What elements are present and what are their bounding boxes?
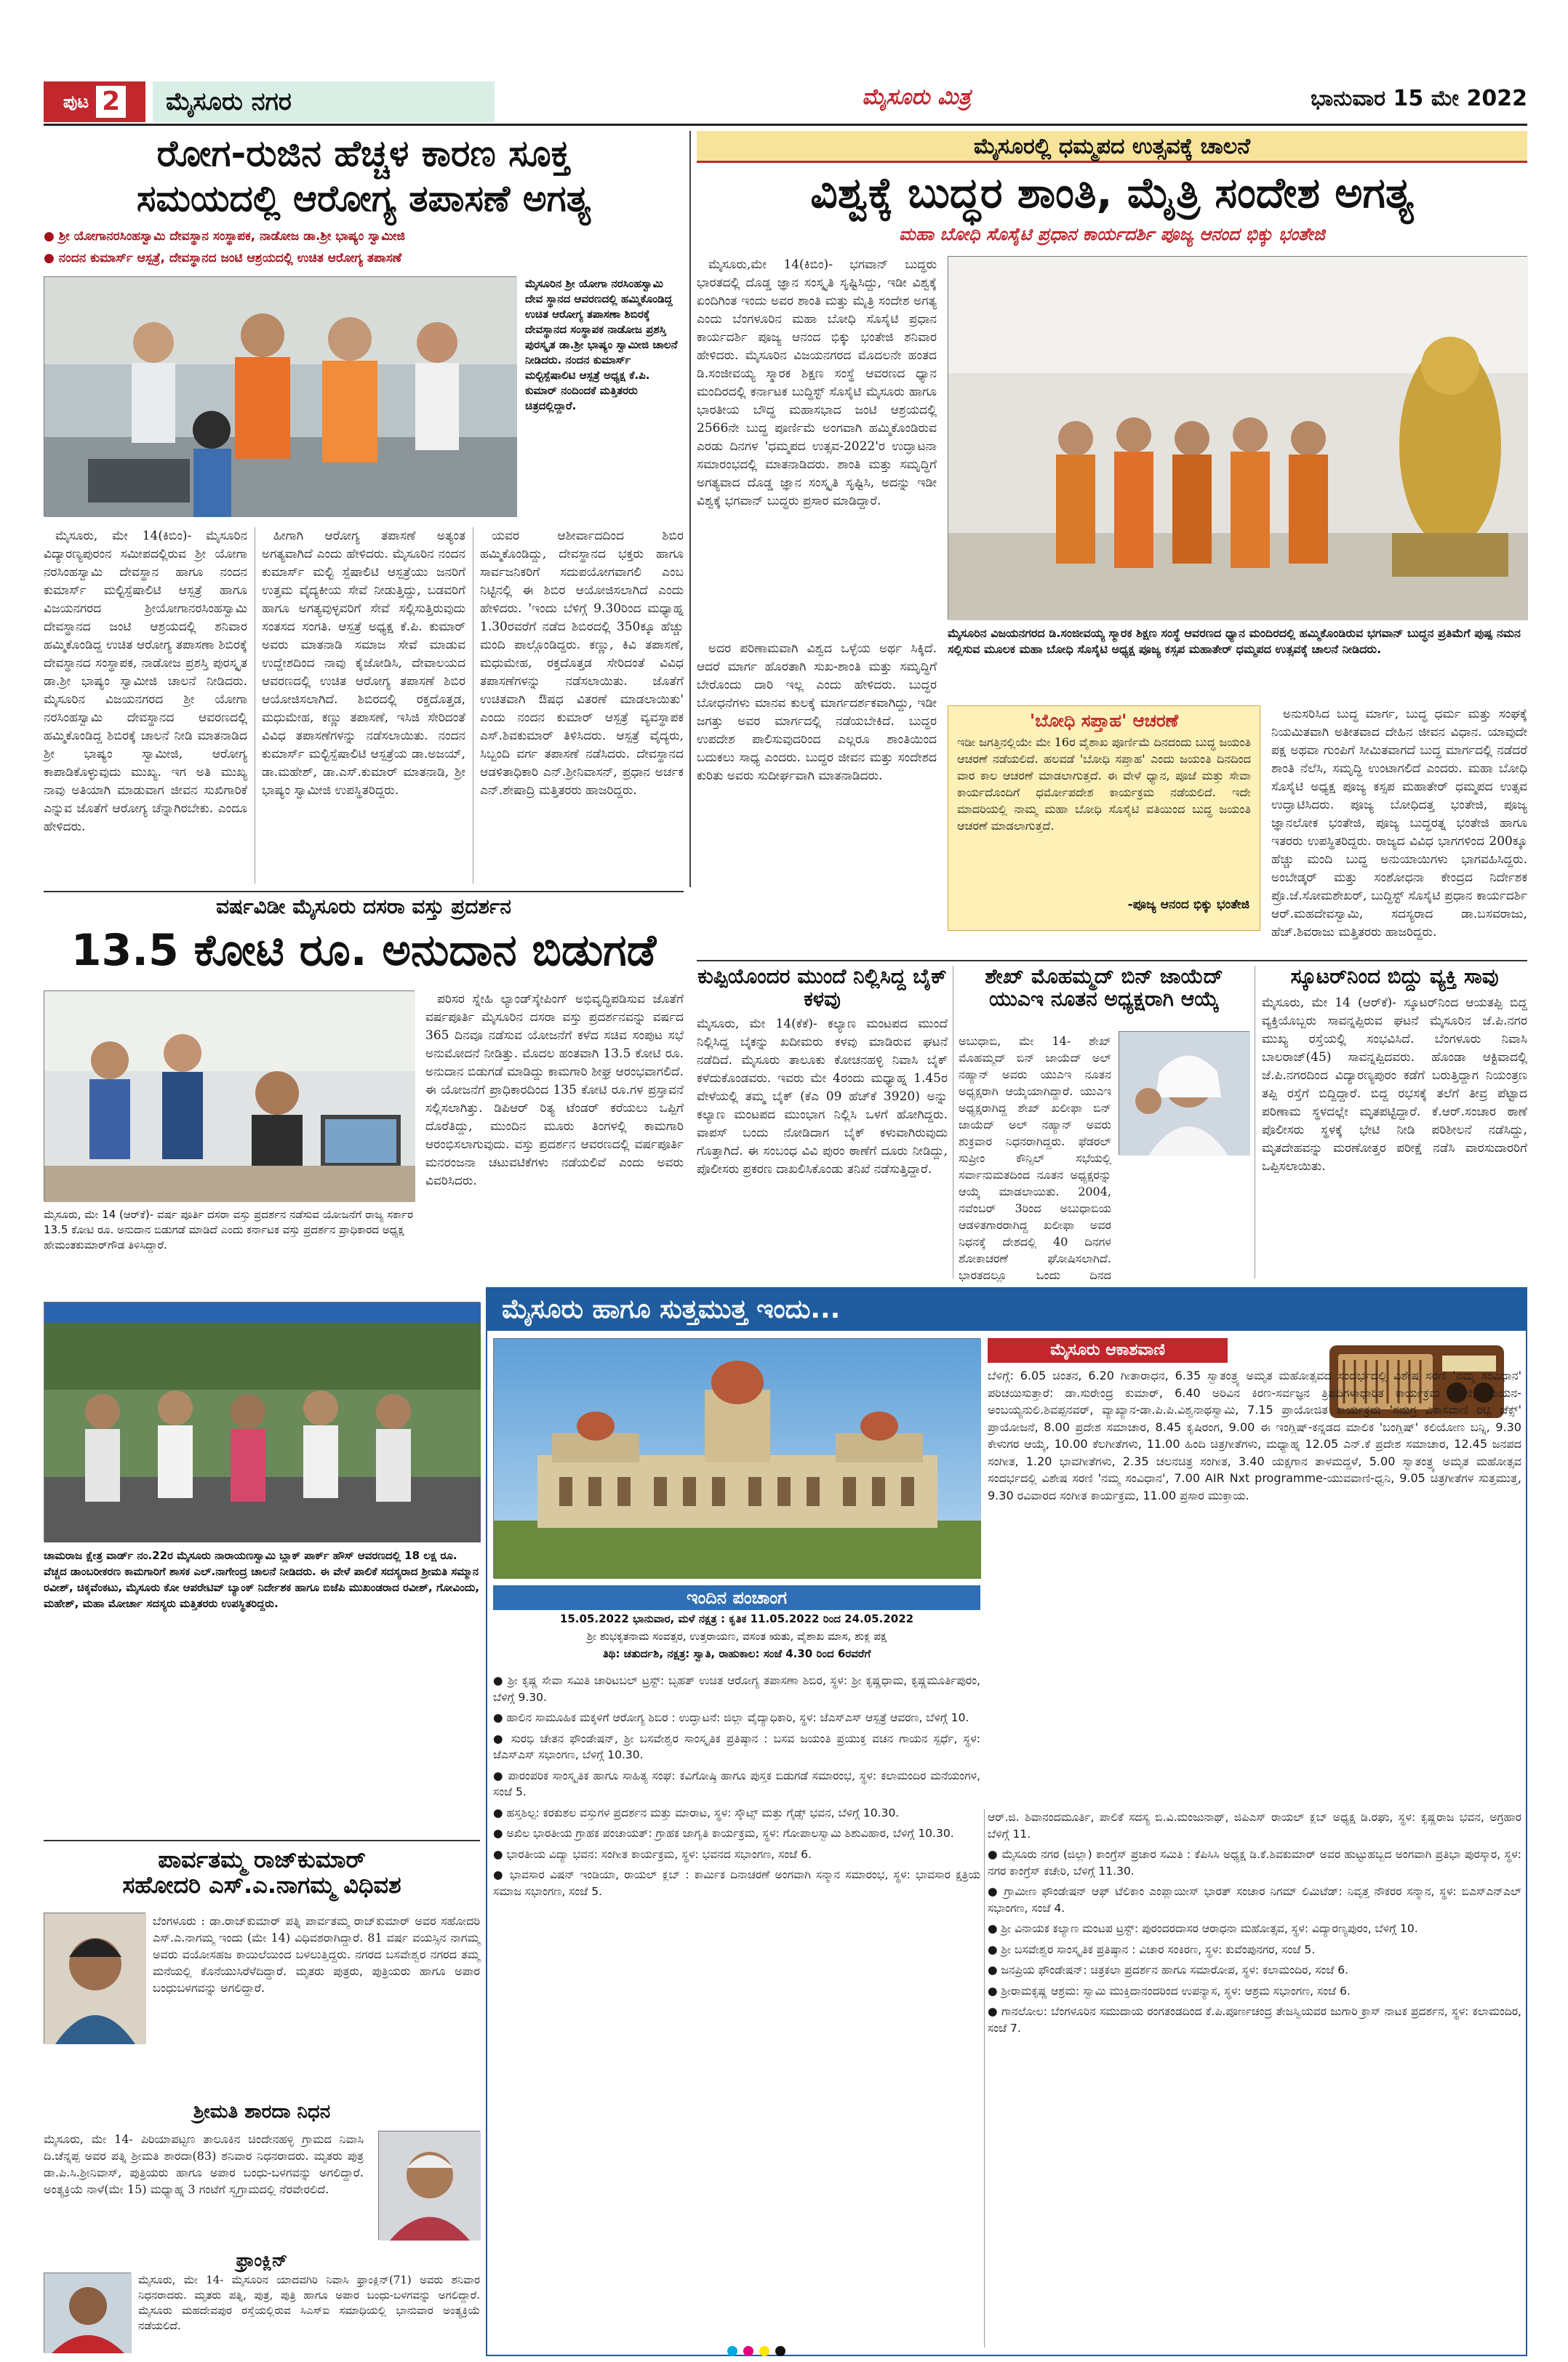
health-col-1 [44, 527, 247, 884]
health-col-3-text: ಯವರ ಆಶೀರ್ವಾದದಿಂದ ಶಿಬಿರ ಹಮ್ಮಿಕೊಂಡಿದ್ದು, ದೇವಸ್ಥಾನದ ಭಕ್ತರು ಹಾಗೂ ಸಾರ್ವಜನಿಕರಿಗೆ ಸದುಪಯೋಗವಾಗಲಿ ಎಂಬ ನಿಟ್ಟಿನಲ್ಲಿ ಈ ಶಿಬಿರ ಆಯೋಜಿಸಲಾಗಿದೆ ಎಂದು ಹೇಳಿದರು. 'ಇಂದು ಬೆಳಿಗ್ಗೆ 9.30ರಿಂದ ಮಧ್ಯಾಹ್ನ 1.30ರವರೆಗೆ ನಡೆದ ಶಿಬಿರದಲ್ಲಿ 350ಕ್ಕೂ ಹೆಚ್ಚು ಮಂದಿ ಪಾಲ್ಗೊಂಡಿದ್ದರು. ಕಣ್ಣು, ಕಿವಿ ತಪಾಸಣೆ, ಮಧುಮೇಹ, ರಕ್ತದೊತ್ತಡ ಸೇರಿದಂತೆ ವಿವಿಧ ತಪಾಸಣೆಗಳನ್ನು ನಡೆಸಲಾಯಿತು. ಜೊತೆಗೆ ಉಚಿತವಾಗಿ ಔಷಧ ವಿತರಣೆ ಮಾಡಲಾಯಿತು' ಎಂದು ನಂದನ ಕುಮಾರ್ ಆಸ್ಪತ್ರೆ ವ್ಯವಸ್ಥಾಪಕ ಎಸ್.ಶಿವಕುಮಾರ್ ತಿಳಿಸಿದರು. ಆಸ್ಪತ್ರೆ ವೈದ್ಯರು, ಸಿಬ್ಬಂದಿ ವರ್ಗ ತಪಾಸಣೆ ನಡೆಸಿದರು. ದೇವಸ್ಥಾನದ ಆಡಳಿತಾಧಿಕಾರಿ ಎನ್.ಶ್ರೀನಿವಾಸನ್, ಪ್ರಧಾನ ಅರ್ಚಕ ಎನ್.ಶೇಷಾದ್ರಿ ಮತ್ತಿತರರು ಹಾಜರಿದ್ದರು. [480, 529, 684, 798]
dasara-headline: 13.5 ಕೋಟಿ ರೂ. ಅನುದಾನ ಬಿಡುಗಡೆ [71, 925, 657, 976]
buddha-kicker: ಮೈಸೂರಲ್ಲಿ ಧಮ್ಮಪದ ಉತ್ಸವಕ್ಕೆ ಚಾಲನೆ [973, 134, 1251, 159]
mysore-palace-image [494, 1339, 981, 1579]
event-item: ● ಪಾರಂಪರಿಕ ಸಾಂಸ್ಕೃತಿಕ ಹಾಗೂ ಸಾಹಿತ್ಯ ಸಂಘ: ಕವಿಗೋಷ್ಠಿ ಹಾಗೂ ಪುಸ್ತಕ ಬಿಡುಗಡೆ ಸಮಾರಂಭ, ಸ್ಥಳ: ಕಲಾಮಂದಿರ ಮನೆಯಂಗಳ, ಸಂಜೆ 5. [493, 1769, 980, 1798]
event-item: ● ಭಾವಸಾರ ವಿಷನ್ ಇಂಡಿಯಾ, ರಾಯಲ್ ಕ್ಲಬ್ : ಕಾರ್ಮಿಕ ದಿನಾಚರಣೆ ಅಂಗವಾಗಿ ಸನ್ಮಾನ ಸಮಾರಂಭ, ಸ್ಥಳ: ಭಾವಸಾರ ಕ್ಷತ್ರಿಯ ಸಮಾಜ ಸಭಾಂಗಣ, ಸಂಜೆ 5. [493, 1868, 980, 1898]
today-banner [487, 1289, 1526, 1331]
buddha-subhead: ಮಹಾ ಬೋಧಿ ಸೊಸೈಟಿ ಪ್ರಧಾನ ಕಾರ್ಯದರ್ಶಿ ಪೂಜ್ಯ ಆನಂದ ಭಿಕ್ಕು ಭಂತೇಜಿ [899, 224, 1325, 244]
scooter-story [1262, 966, 1527, 1278]
today-panel [486, 1287, 1527, 2356]
dasara-kicker: ವರ್ಷವಿಡೀ ಮೈಸೂರು ದಸರಾ ವಸ್ತು ಪ್ರದರ್ಶನ [216, 894, 511, 918]
event-item: ● ಮೈಸೂರು ನಗರ (ಜಿಲ್ಲಾ) ಕಾಂಗ್ರೆಸ್ ಪ್ರಚಾರ ಸಮಿತಿ : ಕೆಪಿಸಿಸಿ ಅಧ್ಯಕ್ಷ ಡಿ.ಕೆ.ಶಿವಕುಮಾರ್ ಅವರ ಹುಟ್ಟುಹಬ್ಬದ ಅಂಗವಾಗಿ ಪ್ರತಿಭಾ ಪುರಸ್ಕಾರ, ಸ್ಥಳ: ನಗರ ಕಾಂಗ್ರೆಸ್ ಕಚೇರಿ, ಬೆಳಿಗ್ಗೆ 11.30. [988, 1848, 1521, 1878]
event-item: ● ಗಾನಲೋಲ: ಬೆಂಗಳೂರಿನ ಸಮುದಾಯ ರಂಗತಂಡದಿಂದ ಕೆ.ಪಿ.ಪೂರ್ಣಚಂದ್ರ ತೇಜಸ್ವಿಯವರ ಜುಗಾರಿ ಕ್ರಾಸ್ ನಾಟಕ ಪ್ರದರ್ಶನ, ಸ್ಥಳ: ಕಲಾಮಂದಿರ, ಸಂಜೆ 7. [988, 2005, 1521, 2035]
obituary-franklin [44, 2251, 480, 2353]
roadwork-photo-image [44, 1302, 481, 1542]
health-photo-caption: ಮೈಸೂರಿನ ಶ್ರೀ ಯೋಗಾ ನರಸಿಂಹಸ್ವಾಮಿ ದೇವ ಸ್ಥಾನದ ಆವರಣದಲ್ಲಿ ಹಮ್ಮಿಕೊಂಡಿದ್ದ ಉಚಿತ ಆರೋಗ್ಯ ತಪಾಸಣಾ ಶಿಬಿರಕ್ಕೆ ದೇವಸ್ಥಾನದ ಸಂಸ್ಥಾಪಕ ನಾಡೋಜ ಪ್ರಶಸ್ತಿ ಪುರಸ್ಕೃತ ಡಾ.ಶ್ರೀ ಭಾಷ್ಯಂ ಸ್ವಾಮೀಜಿ ಚಾಲನೆ ನೀಡಿದರು. ನಂದನ ಕುಮಾರ್ಸ್ ಮಲ್ಟಿಸ್ಪೆಷಾಲಿಟಿ ಆಸ್ಪತ್ರೆ ಅಧ್ಯಕ್ಷ ಕೆ.ಪಿ. ಕುಮಾರ್ ನಂದಿಂದಕೆ ಮತ್ತಿತರರು ಚಿತ್ರದಲ್ಲಿದ್ದಾರೆ. [525, 277, 678, 412]
masthead-rule [44, 124, 1527, 126]
buddha-col-2-text: ಅದರ ಪರಿಣಾಮವಾಗಿ ವಿಶ್ವದ ಒಳ್ಳೆಯ ಅರ್ಥ ಸಿಕ್ಕಿದೆ. ಆದರೆ ಮಾರ್ಗ ಹೊರತಾಗಿ ಸುಖ-ಶಾಂತಿ ಮತ್ತು ಸಮೃದ್ಧಿಗೆ ಬೇರೊಂದು ದಾರಿ ಇಲ್ಲ ಎಂದು ಹೇಳಿದರು. ಬುದ್ಧರ ಬೋಧನೆಗಳು ಮಾನವ ಕುಲಕ್ಕೆ ಮಾರ್ಗದರ್ಶಕವಾಗಿದ್ದು, ಇಡೀ ಜಗತ್ತು ಅವರ ಮಾರ್ಗದಲ್ಲಿ ನಡೆಯಬೇಕಿದೆ. ಬುದ್ಧರ ಉಪದೇಶ ಪಾಲಿಸುವುದರಿಂದ ಎಲ್ಲರೂ ಶಾಂತಿಯಿಂದ ಬದುಕಲು ಸಾಧ್ಯ ಎಂದರು. ಬುದ್ಧರ ಜೀವನ ಮತ್ತು ಸಂದೇಶದ ಕುರಿತು ಅವರು ಸುದೀರ್ಘವಾಗಿ ಮಾತನಾಡಿದರು. [697, 641, 937, 783]
buddha-col-1-text: ಮೈಸೂರು,ಮೇ 14(ಕಿಬಿಂ)- ಭಗವಾನ್ ಬುದ್ಧರು ಭಾರತದಲ್ಲಿ ದೊಡ್ಡ ಜ್ಞಾನ ಸಂಸ್ಕೃತಿ ಸೃಷ್ಟಿಸಿದ್ದು, ಇಡೀ ವಿಶ್ವಕ್ಕೆ ಏಂದಿಗಿಂತ ಇಂದು ಅವರ ಶಾಂತಿ ಮತ್ತು ಮೈತ್ರಿ ಸಂದೇಶ ಅಗತ್ಯ ಎಂದು ಬೆಂಗಳೂರಿನ ಮಹಾ ಬೋಧಿ ಸೊಸೈಟಿ ಪ್ರಧಾನ ಕಾರ್ಯದರ್ಶಿ ಪೂಜ್ಯ ಆನಂದ ಭಿಕ್ಕು ಭಂತೇಜಿ ಶನಿವಾರ ಹೇಳಿದರು. ಮೈಸೂರಿನ ವಿಜಯನಗರದ ಮೊದಲನೇ ಹಂತದ ಡಿ.ಸಂಜೀವಯ್ಯ ಸ್ಮಾರಕ ಶಿಕ್ಷಣ ಸಂಸ್ಥೆ ಆವರಣದ ಧ್ಯಾನ ಮಂದಿರದಲ್ಲಿ ಕರ್ನಾಟಕ ಬುದ್ಧಿಸ್ಟ್ ಸೊಸೈಟಿ ಮೈಸೂರು ಹಾಗೂ ಭಾರತೀಯ ಬೌದ್ಧ ಮಹಾಸಭಾದ ಜಂಟಿ ಆಶ್ರಯದಲ್ಲಿ 2566ನೇ ಬುದ್ಧ ಪೂರ್ಣಿಮೆ ಅಂಗವಾಗಿ ಹಮ್ಮಿಕೊಂಡಿರುವ ಎರಡು ದಿನಗಳ 'ಧಮ್ಮಪದ ಉತ್ಸವ-2022'ರ ಉದ್ಘಾಟನಾ ಸಮಾರಂಭದಲ್ಲಿ ಮಾತನಾಡಿದರು. ಶಾಂತಿ ಮತ್ತು ಸಮೃದ್ಧಿಗೆ ಅಗತ್ಯವಾದ ದೊಡ್ಡ ಜ್ಞಾನ ಸಂಸ್ಕೃತಿ ಸೃಷ್ಟಿಸಿ, ಅದನ್ನು ಇಡೀ ವಿಶ್ವಕ್ಕೆ ಭಗವಾನ್ ಬುದ್ಧರು ಪ್ರಸಾರ ಮಾಡಿದ್ದಾರೆ. [697, 257, 937, 508]
health-col-1-text: ಮೈಸೂರು, ಮೇ 14(ಕಿಬಿಂ)- ಮೈಸೂರಿನ ವಿದ್ಯಾರಣ್ಯಪುರಂನ ಸಮೀಪದಲ್ಲಿರುವ ಶ್ರೀ ಯೋಗಾ ನರಸಿಂಹಸ್ವಾಮಿ ದೇವಸ್ಥಾನ ಹಾಗೂ ನಂದನ ಕುಮಾರ್ಸ್ ಮಲ್ಟಿಸ್ಪೆಷಾಲಿಟಿ ಆಸ್ಪತ್ರೆ ಹಾಗೂ ವಿಜಯನಗರದ ಶ್ರೀಯೋಗಾನರಸಿಂಹಸ್ವಾಮಿ ದೇವಸ್ಥಾನದ ಜಂಟಿ ಆಶ್ರಯದಲ್ಲಿ ಶನಿವಾರ ಹಮ್ಮಿಕೊಂಡಿದ್ದ ಉಚಿತ ಆರೋಗ್ಯ ತಪಾಸಣಾ ಶಿಬಿರಕ್ಕೆ ದೇವಸ್ಥಾನದ ಸಂಸ್ಥಾಪಕ, ನಾಡೋಜ ಪ್ರಶಸ್ತಿ ಪುರಸ್ಕೃತ ಡಾ.ಶ್ರೀ ಭಾಷ್ಯಂ ಸ್ವಾಮೀಜಿ ಚಾಲನೆ ನೀಡಿದರು. ಮೈಸೂರಿನ ವಿಜಯನಗರದ ಶ್ರೀ ಯೋಗಾ ನರಸಿಂಹಸ್ವಾಮಿ ದೇವಸ್ಥಾನದ ಆವರಣದಲ್ಲಿ ಹಮ್ಮಿಕೊಂಡಿದ್ದ ಶಿಬಿರಕ್ಕೆ ಚಾಲನೆ ನೀಡಿ ಮಾತನಾಡಿದ ಶ್ರೀ ಭಾಷ್ಯಂ ಸ್ವಾಮೀಜಿ, ಆರೋಗ್ಯ ಕಾಪಾಡಿಕೊಳ್ಳುವುದು ಮುಖ್ಯ. ಇಗ ಅತಿ ಮುಖ್ಯ ನಾವು ಅತಿಯಾಗಿ ಮಾಡುವಾಗ ಜೀವನ ಸುಖಿಗಾರಿಕೆ ಎನ್ನುವ ಜೊತೆಗೆ ಆರೋಗ್ಯ ಚೆನ್ನಾಗಿರಬೇಕು. ಎಂದೂ ಹೇಳಿದರು. [44, 529, 247, 834]
radio-schedule: ಬೆಳಿಗ್ಗೆ: 6.05 ಚಿಂತನ, 6.20 ಗೀತಾರಾಧನ, 6.35 ಸ್ವಾತಂತ್ರ್ಯ ಅಮೃತ ಮಹೋತ್ಸವದ ಸಂದರ್ಭದಲ್ಲಿ ವಿಶೇಷ ಸರಣಿ 'ನಮ್ಮ ಸಂವಿಧಾನ' ಪರಿಚಯಿಸುತ್ತಾರೆ: ಡಾ.ಸುರೇಂದ್ರ ಕುಮಾರ್, 6.40 ಅರಿವಿನ ಕಿರಣ-ಸರ್ವಜ್ಞನ ತ್ರಿಪದಿಗಳಾಧಾರಿತ ಕಾರ್ಯಕ್ರಮ ಸರಣಿ, ಗಾಯನ-ಅಂಬಯ್ಯನುಲಿ.ಶಿವಪ್ಪನವರ್, ವ್ಯಾಖ್ಯಾನ-ಡಾ.ಪಿ.ಪಿ.ವಿಶ್ವನಾಥಸ್ವಾಮಿ, 7.15 ಪ್ರಾಯೋಜಿತ ಕಾರ್ಯಕ್ರಮ 'ಸಮಗ್ರ ವಿಕಾಸವಾಣಿ ರಿಟ್ಟಿ ಚೆಕ್ಸ್' ಪ್ರಾಯೋಜನೆ, 8.00 ಪ್ರದೇಶ ಸಮಾಚಾರ, 8.45 ಕೃಷಿರಂಗ, 9.00 ಈ ಇಂಗ್ಲಿಷ್-ಕನ್ನಡದ ಮಾಲಿಕ 'ಬಂಗ್ಲಿಷ್' ಕಲಿಯೋಣ ಬನ್ನಿ, 9.30 ಕೇಳುಗರ ಆಯ್ಕೆ, 10.00 ಕೆಲಗೀತೆಗಳು, 11.00 ಹಿಂದಿ ಚಿತ್ರಗೀತೆಗಳು, ಮಧ್ಯಾಹ್ನ 12.05 ಎನ್.ಕೆ ಪ್ರದೇಶ ಸಮಾಚಾರ, 12.45 ಜನಪದ ಸಂಗೀತ, 1.20 ಭಾವಗೀತೆಗಳು, 2.35 ಚಲನಚಿತ್ರ ಸಂಗೀತ, 3.40 ಯಕ್ಷಗಾನ ತಾಳಮದ್ದಳೆ, 5.00 ಸ್ವಾತಂತ್ರ್ಯ ಅಮೃತ ಮಹೋತ್ಸವ ಸಂದರ್ಭದಲ್ಲಿ ವಿಶೇಷ ಸರಣಿ 'ನಮ್ಮ ಸಂವಿಧಾನ', 7.00 AIR Nxt programme-ಯುವವಾಣಿ-ಧ್ವನಿ, 9.05 ಚಿತ್ರಗೀತೆಗಳ ಸುತ್ತಮುತ್ತ, 9.30 ರವಿವಾರದ ಸಂಗೀತ ಕಾರ್ಯಕ್ರಮ, 11.00 ಪ್ರಸಾರ ಮುಕ್ತಾಯ. [988, 1369, 1521, 1502]
buddha-story [697, 131, 1527, 956]
palace-photo [493, 1338, 980, 1578]
bodhi-box-text: ಇಡೀ ಜಗತ್ತಿನಲ್ಲಿಯೇ ಮೇ 16ರ ವೈಶಾಖ ಪೂರ್ಣಿಮೆ ದಿನದಂದು ಬುದ್ಧ ಜಯಂತಿ ಆಚರಣೆ ನಡೆಯಲಿದೆ. ಹಲವಡೆ 'ಬೋಧಿ ಸಪ್ತಾಹ' ಎಂದು ಜಯಂತಿ ದಿನದಿಂದ ವಾರ ಕಾಲ ಆಚರಣೆ ಮಾಡಲಾಗುತ್ತದೆ. ಈ ವೇಳೆ ಧ್ಯಾನ, ಪೂಜೆ ಮತ್ತು ಸೇವಾ ಕಾರ್ಯದೊಂದಿಗೆ ಧರ್ಮೋಪದೇಶ ಕಾರ್ಯಕ್ರಮ ನಡೆಯಲಿದೆ. ಇದೇ ಮಾದರಿಯಲ್ಲಿ ನಾಮ್ಮ ಮಹಾ ಬೋಧಿ ಸೊಸೈಟಿ ವತಿಯಿಂದ ಬುದ್ಧ ಜಯಂತಿ ಆಚರಣೆ ಮಾಡಲಾಗುತ್ತದೆ. [957, 735, 1251, 833]
page-label: ಪುಟ [63, 92, 89, 112]
buddha-photo-caption: ಮೈಸೂರಿನ ವಿಜಯನಗರದ ಡಿ.ಸಂಜೀವಯ್ಯ ಸ್ಮಾರಕ ಶಿಕ್ಷಣ ಸಂಸ್ಥೆ ಆವರಣದ ಧ್ಯಾನ ಮಂದಿರದಲ್ಲಿ ಹಮ್ಮಿಕೊಂಡಿರುವ ಭಗವಾನ್ ಬುದ್ಧನ ಪ್ರತಿಮೆಗೆ ಪುಷ್ಪ ನಮನ ಸಲ್ಲಿಸುವ ಮೂಲಕ ಮಹಾ ಬೋಧಿ ಸೊಸೈಟಿ ಅಧ್ಯಕ್ಷ ಪೂಜ್ಯ ಕಸ್ಸಪ ಮಹಾತೇರ್ ಧಮ್ಮಪದ ಉತ್ಸವಕ್ಕೆ ಚಾಲನೆ ನೀಡಿದರು. [948, 626, 1521, 656]
scooter-body: ಮೈಸೂರು, ಮೇ 14 (ಆರ್‌ಕೆ)- ಸ್ಕೂಟರ್‌ನಿಂದ ಆಯತಪ್ಪಿ ಬಿದ್ದ ವ್ಯಕ್ತಿಯೊಬ್ಬರು ಸಾವನ್ನಪ್ಪಿರುವ ಘಟನೆ ಮೈಸೂರಿನ ಜೆ.ಪಿ.ನಗರ ಮುಖ್ಯ ರಸ್ತೆಯಲ್ಲಿ ಸಂಭವಿಸಿದೆ. ಬೆಂಗಳೂರು ನಿವಾಸಿ ಬಾಲರಾಜ್(45) ಸಾವನ್ನಪ್ಪಿದವರು. ಹೊಂಡಾ ಆಕ್ಟಿವಾದಲ್ಲಿ ಜೆ.ಪಿ.ನಗರದಿಂದ ವಿದ್ಯಾರಣ್ಯಪುರಂ ಕಡೆಗೆ ಬರುತ್ತಿದ್ದಾಗ ನಿಯಂತ್ರಣ ತಪ್ಪಿ ರಸ್ತೆಗೆ ಬಿದ್ದಿದ್ದಾರೆ. ಬಿದ್ದ ರಭಸಕ್ಕೆ ತಲೆಗೆ ತೀವ್ರ ಪೆಟ್ಟಾದ ಪರಿಣಾಮ ಸ್ಥಳದಲ್ಲೇ ಮೃತಪಟ್ಟಿದ್ದಾರೆ. ಕೆ.ಆರ್.ಸಂಚಾರ ಠಾಣೆ ಪೊಲೀಸರು ಸ್ಥಳಕ್ಕೆ ಭೇಟಿ ನೀಡಿ ಪರಿಶೀಲನೆ ನಡೆಸಿದ್ದು, ಮೃತದೇಹವನ್ನು ಮರಣೋತ್ತರ ಪರೀಕ್ಷೆ ನಡೆಸಿ ವಾರಸುದಾರರಿಗೆ ಒಪ್ಪಿಸಲಾಯಿತು. [1262, 995, 1527, 1174]
buddha-kicker-bar [697, 131, 1527, 163]
panchanga-line-2: ಶ್ರೀ ಶುಭಕೃತನಾಮ ಸಂವತ್ಸರ, ಉತ್ತರಾಯಣ, ವಸಂತ ಋತು, ವೈಶಾಖ ಮಾಸ, ಶುಕ್ಲ ಪಕ್ಷ [586, 1630, 887, 1643]
event-item: ಆರ್.ಜಿ. ಶಿವಾನಂದಮೂರ್ತಿ, ಪಾಲಿಕೆ ಸದಸ್ಯ ಬಿ.ವಿ.ಮಂಜುನಾಥ್, ಜಿಪಿಎಸ್ ರಾಯಲ್ ಕ್ಲಬ್ ಅಧ್ಯಕ್ಷ ಡಿ.ರಘು, ಸ್ಥಳ: ಕೃಷ್ಣರಾಜ ಭವನ, ಅಗ್ರಹಾರ ಬೆಳಿಗ್ಗೆ 11. [988, 1811, 1521, 1841]
event-item: ● ಭಾರತೀಯ ವಿದ್ಯಾ ಭವನ: ಸಂಗೀತ ಕಾರ್ಯಕ್ರಮ, ಸ್ಥಳ: ಭವನದ ಸಭಾಂಗಣ, ಸಂಜೆ 6. [493, 1847, 812, 1861]
health-bullet-2: ● ನಂದನ ಕುಮಾರ್ಸ್ ಆಸ್ಪತ್ರೆ, ದೇವಸ್ಥಾನದ ಜಂಟಿ ಆಶ್ರಯದಲ್ಲಿ ಉಚಿತ ಆರೋಗ್ಯ ತಪಾಸಣೆ [44, 251, 402, 265]
obit-nagamma-headline-1: ಪಾರ್ವತಮ್ಮ ರಾಜ್‌ಕುಮಾರ್ [158, 1846, 366, 1873]
section-label: ಮೈಸೂರು ನಗರ [153, 81, 495, 122]
radio-title: ಮೈಸೂರು ಆಕಾಶವಾಣಿ [1050, 1341, 1165, 1359]
bike-headline: ಕುಪ್ಪಿಯೊಂದರ ಮುಂದೆ ನಿಲ್ಲಿಸಿದ್ದ ಬೈಕ್ ಕಳವು [697, 964, 947, 1011]
obit-sharada-portrait [378, 2131, 480, 2240]
event-item: ● ಗ್ರಾಮೀಣ ಫೌಂಡೇಷನ್ ಆಫ್ ಟೆಲಿಕಾಂ ಎಂಪ್ಲಾಯೀಸ್ ಭಾರತ್ ಸಂಚಾರ ನಿಗಮ್ ಲಿಮಿಟೆಡ್: ನಿವೃತ್ತ ನೌಕರರ ಸನ್ಮಾನ, ಸ್ಥಳ: ಬಿಎಸ್‌ಎನ್‌ಎಲ್ ಸಭಾಂಗಣ, ಸಂಜೆ 4. [988, 1885, 1521, 1915]
buddha-col-3-text: ಅನುಸರಿಸಿದ ಬುದ್ಧ ಮಾರ್ಗ, ಬುದ್ಧ ಧರ್ಮ ಮತ್ತು ಸಂಘಕ್ಕೆ ನಿಯಮಿತವಾಗಿ ಅತೀತವಾದ ದೇಹಿನ ಜೀವನ ವಿಧಾನ. ಯಾವುದೇ ಪಕ್ಷ ಅಥವಾ ಗುಂಪಿಗೆ ಸೀಮಿತವಾಗದೆ ಬುದ್ಧ ಮಾರ್ಗದಲ್ಲಿ ನಡೆದರೆ ಶಾಂತಿ ನೆಲೆಸಿ, ಸಮೃದ್ಧಿ ಉಂಟಾಗಲಿದೆ ಎಂದರು. ಮಹಾ ಬೋಧಿ ಸೊಸೈಟಿ ಅಧ್ಯಕ್ಷ ಪೂಜ್ಯ ಕಸ್ಸಪ ಮಹಾತೇರ್ ಧಮ್ಮಪದ ಉತ್ಸವ ಉದ್ಘಾಟಿಸಿದರು. ಪೂಜ್ಯ ಬೋಧಿದತ್ತ ಭಂತೇಜಿ, ಪೂಜ್ಯ ಜ್ಞಾನಲೋಕ ಭಂತೇಜಿ, ಪೂಜ್ಯ ಬುದ್ಧರತ್ನ ಭಂತೇಜಿ ಹಾಗೂ ಇತರರು ಉಪಸ್ಥಿತರಿದ್ದರು. ರಾಜ್ಯದ ವಿವಿಧ ಭಾಗಗಳಿಂದ 200ಕ್ಕೂ ಹೆಚ್ಚು ಮಂದಿ ಬುದ್ಧ ಅನುಯಾಯಿಗಳು ಭಾಗವಹಿಸಿದ್ದರು. ಅಂಬೇಡ್ಕರ್ ಮತ್ತು ಸಂಶೋಧನಾ ಕೇಂದ್ರದ ನಿರ್ದೇಶಕ ಪ್ರೊ.ಜೆ.ಸೋಮಶೇಖರ್, ಬುದ್ಧಿಸ್ಟ್ ಸೊಸೈಟಿ ಪ್ರಧಾನ ಕಾರ್ಯದರ್ಶಿ ಆರ್.ಮಹದೇವಸ್ವಾಮಿ, ಸದಸ್ಯರಾದ ಡಾ.ಬಸವರಾಜು, ಹೆಚ್.ಶಿವರಾಜು ಮತ್ತಿತರರು ಹಾಜರಿದ್ದರು. [1271, 707, 1527, 940]
uae-headline: ಶೇಖ್ ಮೊಹಮ್ಮದ್ ಬಿನ್ ಜಾಯೆದ್ ಯುಎಇ ನೂತನ ಅಧ್ಯಕ್ಷರಾಗಿ ಆಯ್ಕೆ [985, 964, 1223, 1011]
obit-franklin-portrait [44, 2273, 131, 2353]
dasara-col-2 [425, 990, 684, 1281]
dasara-photo-caption: ಮೈಸೂರು, ಮೇ 14 (ಆರ್‌ಕೆ)- ವರ್ಷ ಪೂರ್ತಿ ದಸರಾ ವಸ್ತು ಪ್ರದರ್ಶನ ನಡೆಸುವ ಯೋಜನೆಗೆ ರಾಜ್ಯ ಸರ್ಕಾರ 13.5 ಕೋಟಿ ರೂ. ಅನುದಾನ ಬಿಡುಗಡೆ ಮಾಡಿದೆ ಎಂದು ಕರ್ನಾಟಕ ವಸ್ತು ಪ್ರದರ್ಶನ ಪ್ರಾಧಿಕಾರದ ಅಧ್ಯಕ್ಷ ಹೇಮಂತಕುಮಾರ್‌ಗೌಡ ತಿಳಿಸಿದ್ದಾರೆ. [44, 1208, 414, 1252]
uae-body: ಅಬುಧಾಬಿ, ಮೇ 14- ಶೇಖ್ ಮೊಹಮ್ಮದ್ ಬಿನ್ ಜಾಯೆದ್ ಅಲ್ ನಹ್ಯಾನ್ ಅವರು ಯುಎಇ ನೂತನ ಅಧ್ಯಕ್ಷರಾಗಿ ಆಯ್ಕೆಯಾಗಿದ್ದಾರೆ. ಯುಎಇ ಅಧ್ಯಕ್ಷರಾಗಿದ್ದ ಶೇಖ್ ಖಲೀಫಾ ಬಿನ್ ಜಾಯೆದ್ ಅಲ್ ನಹ್ಯಾನ್ ಅವರು ಶುಕ್ರವಾರ ನಿಧನರಾಗಿದ್ದರು. ಫೆಡರಲ್ ಸುಪ್ರೀಂ ಕೌನ್ಸಿಲ್ ಸಭೆಯಲ್ಲಿ ಸರ್ವಾನುಮತದಿಂದ ನೂತನ ಅಧ್ಯಕ್ಷರನ್ನು ಆಯ್ಕೆ ಮಾಡಲಾಯಿತು. 2004, ನವೆಂಬರ್ 3ರಿಂದ ಅಬುಧಾಬಿಯ ಆಡಳಿತಗಾರರಾಗಿದ್ದ ಖಲೀಫಾ ಅವರ ನಿಧನಕ್ಕೆ ದೇಶದಲ್ಲಿ 40 ದಿನಗಳ ಶೋಕಾಚರಣೆ ಘೋಷಿಸಲಾಗಿದೆ. ಭಾರತದಲ್ಲೂ ಒಂದು ದಿನದ [959, 1034, 1111, 1282]
obit-sharada-headline: ಶ್ರೀಮತಿ ಶಾರದಾ ನಿಧನ [193, 2101, 331, 2123]
scooter-headline: ಸ್ಕೂಟರ್‌ನಿಂದ ಬಿದ್ದು ವ್ಯಕ್ತಿ ಸಾವು [1290, 964, 1499, 988]
events-list-left [493, 1673, 980, 2349]
health-col-3 [480, 527, 684, 884]
panchanga-line-3: ತಿಥಿ: ಚತುರ್ದಶಿ, ನಕ್ಷತ್ರ: ಸ್ವಾತಿ, ರಾಹುಕಾಲ: ಸಂಜೆ 4.30 ರಿಂದ 6ರವರೆಗೆ [602, 1647, 871, 1660]
dasara-col-2-text: ಪರಿಸರ ಸ್ನೇಹಿ ಲ್ಯಾಂಡ್‌ಸ್ಕೇಪಿಂಗ್ ಅಭಿವೃದ್ಧಿಪಡಿಸುವ ಜೊತೆಗೆ ವರ್ಷಪೂರ್ತಿ ಮೈಸೂರಿನ ದಸರಾ ವಸ್ತು ಪ್ರದರ್ಶನವನ್ನು ವರ್ಷದ 365 ದಿನವೂ ನಡೆಸುವ ಯೋಜನೆಗೆ ಕಳೆದ ಸಚಿವ ಸಂಪುಟ ಸಭೆ ಅನುಮೋದನೆ ನೀಡಿತ್ತು. ಮೊದಲ ಹಂತವಾಗಿ 13.5 ಕೋಟಿ ರೂ. ಅನುದಾನ ಬಿಡುಗಡೆ ಮಾಡಿದ್ದು ಕಾಮಗಾರಿ ಶೀಘ್ರ ಆರಂಭವಾಗಲಿದೆ. ಈ ಯೋಜನೆಗೆ ಪ್ರಾಧಿಕಾರದಿಂದ 135 ಕೋಟಿ ರೂ.ಗಳ ಪ್ರಸ್ತಾವನೆ ಸಲ್ಲಿಸಲಾಗಿತ್ತು. ಡಿಪಿಆರ್ ರಿತ್ಯ ಟೆಂಡರ್ ಕರೆಯಲು ಒಪ್ಪಿಗೆ ದೊರೆತಿದ್ದು, ಮುಂದಿನ ಮೂರು ತಿಂಗಳಲ್ಲಿ ಕಾಮಗಾರಿ ಆರಂಭಿಸಲಾಗುವುದು. ವಸ್ತು ಪ್ರದರ್ಶನ ಆವರಣದಲ್ಲಿ ವರ್ಷಪೂರ್ತಿ ಮನರಂಜನಾ ಚಟುವಟಿಕೆಗಳು ನಡೆಯಲಿವೆ ಎಂದು ಅವರು ವಿವರಿಸಿದರು. [425, 992, 684, 1188]
obituary-sharada [44, 2102, 480, 2247]
events-list-right [988, 1809, 1521, 2349]
today-title: ಮೈಸೂರು ಹಾಗೂ ಸುತ್ತಮುತ್ತ ಇಂದು... [502, 1294, 841, 1324]
obituary-nagamma [44, 1847, 480, 2094]
section-divider [44, 891, 684, 892]
buddha-photo-image [948, 257, 1528, 620]
obit-franklin-body: ಮೈಸೂರು, ಮೇ 14- ಮೈಸೂರಿನ ಯಾದವಗಿರಿ ನಿವಾಸಿ ಫ್ರಾಂಕ್ಲಿನ್(71) ಅವರು ಶನಿವಾರ ನಿಧನರಾದರು. ಮೃತರು ಪತ್ನಿ, ಪುತ್ರ, ಪುತ್ರಿ ಹಾಗೂ ಅಪಾರ ಬಂಧು-ಬಳಗವನ್ನು ಅಗಲಿದ್ದಾರೆ. ಮೈಸೂರು ಮಹದೇವಪುರ ರಸ್ತೆಯಲ್ಲಿರುವ ಸಿಎಸ್ಐ ಸಮಾಧಿಯಲ್ಲಿ ಭಾನುವಾರ ಅಂತ್ಯಕ್ರಿಯೆ ನಡೆಯಲಿದೆ. [138, 2273, 480, 2332]
bodhi-box [948, 705, 1260, 931]
portrait-image [44, 1913, 146, 2044]
event-item: ● ಶ್ರೀ ವಿನಾಯಕ ಕಲ್ಯಾಣ ಮಂಟಪ ಟ್ರಸ್ಟ್: ಪುರಂದರದಾಸರ ಆರಾಧನಾ ಮಹೋತ್ಸವ, ಸ್ಥಳ: ವಿದ್ಯಾರಣ್ಯಪುರಂ, ಬೆಳಿಗ್ಗೆ 10. [988, 1922, 1418, 1935]
page-number: 2 [96, 86, 126, 118]
magenta-dot [743, 2346, 753, 2356]
buddha-photo [948, 256, 1527, 620]
col-rule [984, 1809, 985, 2347]
portrait-image [44, 2273, 132, 2353]
uae-portrait [1119, 1031, 1249, 1155]
dasara-photo-image [44, 991, 415, 1202]
section-divider [697, 960, 1527, 961]
health-headline-2: ಸಮಯದಲ್ಲಿ ಆರೋಗ್ಯ ತಪಾಸಣೆ ಅಗತ್ಯ [136, 177, 591, 220]
issue-date: ಭಾನುವಾರ 15 ಮೇ 2022 [1311, 86, 1527, 111]
section-divider [44, 1840, 480, 1841]
radio-box [988, 1338, 1521, 1803]
obit-franklin-headline: ಫ್ರಾಂಕ್ಲಿನ್ [236, 2250, 288, 2270]
roadwork-photo [44, 1302, 480, 1542]
health-story [44, 131, 684, 887]
obit-nagamma-portrait [44, 1913, 145, 2043]
bodhi-box-title: 'ಬೋಧಿ ಸಪ್ತಾಹ' ಆಚರಣೆ [1029, 710, 1179, 731]
masthead [44, 81, 1527, 124]
buddha-headline: ವಿಶ್ವಕ್ಕೆ ಬುದ್ಧರ ಶಾಂತಿ, ಮೈತ್ರಿ ಸಂದೇಶ ಅಗತ್ಯ [810, 168, 1414, 217]
health-photo-image [44, 277, 517, 517]
bike-story [697, 966, 948, 1278]
health-photo [44, 276, 516, 516]
event-item: ● ಜನಪ್ರಿಯ ಫೌಂಡೇಷನ್: ಚಿತ್ರಕಲಾ ಪ್ರದರ್ಶನ ಹಾಗೂ ಸಮಾರೋಪ, ಸ್ಥಳ: ಕಲಾಮಂದಿರ, ಸಂಜೆ 6. [988, 1963, 1349, 1977]
uae-story [959, 964, 1249, 1282]
bike-body: ಮೈಸೂರು, ಮೇ 14(ಕೆಕೆ)- ಕಲ್ಯಾಣ ಮಂಟಪದ ಮುಂದೆ ನಿಲ್ಲಿಸಿದ್ದ ಬೈಕನ್ನು ಖದೀಮರು ಕಳವು ಮಾಡಿರುವ ಘಟನೆ ನಡೆದಿದೆ. ಮೈಸೂರು ತಾಲೂಕು ಕೋಚನಹಳ್ಳಿ ನಿವಾಸಿ ಬೈಕ್ ಕಳೆದುಕೊಂಡವರು. ಇವರು ಮೇ 4ರಂದು ಮಧ್ಯಾಹ್ನ 1.45ರ ವೇಳೆಯಲ್ಲಿ ತಮ್ಮ ಬೈಕ್ (ಕೆಎ 09 ಹೆಚ್‌ಕೆ 3920) ಅನ್ನು ಕಲ್ಯಾಣ ಮಂಟಪದ ಮುಂಭಾಗ ನಿಲ್ಲಿಸಿ ಒಳಗೆ ಹೋಗಿದ್ದರು. ವಾಪಸ್ ಬಂದು ನೋಡಿದಾಗ ಬೈಕ್ ಕಳುವಾಗಿರುವುದು ಗೊತ್ತಾಗಿದೆ. ಈ ಸಂಬಂಧ ವಿವಿ ಪುರಂ ಠಾಣೆಗೆ ದೂರು ನೀಡಿದ್ದು, ಪೊಲೀಸರು ಪ್ರಕರಣ ದಾಖಲಿಸಿಕೊಂಡು ತನಿಖೆ ನಡೆಸುತ್ತಿದ್ದಾರೆ. [697, 1016, 948, 1177]
obit-nagamma-body: ಬೆಂಗಳೂರು : ಡಾ.ರಾಜ್‌ಕುಮಾರ್ ಪತ್ನಿ ಪಾರ್ವತಮ್ಮ ರಾಜ್‌ಕುಮಾರ್ ಅವರ ಸಹೋದರಿ ಎಸ್.ಎ.ನಾಗಮ್ಮ ಇಂದು (ಮೇ 14) ವಿಧಿವಶರಾಗಿದ್ದಾರೆ. 81 ವರ್ಷ ವಯಸ್ಸಿನ ನಾಗಮ್ಮ ಅವರು ವಯೋಸಹಜ ಕಾಯಿಲೆಯಿಂದ ಬಳಲುತ್ತಿದ್ದರು. ನಗರದ ಬಸವೇಶ್ವರ ನಗರದ ತಮ್ಮ ಮನೆಯಲ್ಲಿ ಕೊನೆಯುಸಿರೆಳೆದಿದ್ದಾರೆ. ಮೃತರು ಪುತ್ರರು, ಪುತ್ರಿಯರು ಹಾಗೂ ಅಪಾರ ಬಂಧುಬಳಗವನ್ನು ಅಗಲಿದ್ದಾರೆ. [153, 1914, 480, 1995]
print-registration-marks [727, 2345, 844, 2358]
buddha-col-3 [1271, 705, 1527, 945]
buddha-col-1 [697, 256, 937, 634]
black-dot [775, 2346, 785, 2356]
event-item: ● ಶ್ರೀ ಬಸವೇಶ್ವರ ಸಾಂಸ್ಕೃತಿಕ ಪ್ರತಿಷ್ಠಾನ : ವಿಚಾರ ಸಂಕಿರಣ, ಸ್ಥಳ: ಕುವೆಂಪುನಗರ, ಸಂಜೆ 5. [988, 1942, 1316, 1956]
event-item: ● ಅಖಿಲ ಭಾರತೀಯ ಗ್ರಾಹಕ ಪಂಚಾಯತ್: ಗ್ರಾಹಕ ಜಾಗೃತಿ ಕಾರ್ಯಕ್ರಮ, ಸ್ಥಳ: ಗೋಪಾಲಸ್ವಾಮಿ ಶಿಶುವಿಹಾರ, ಬೆಳಿಗ್ಗೆ 10.30. [493, 1827, 954, 1840]
yellow-dot [759, 2346, 769, 2356]
health-col-2-text: ಹೀಗಾಗಿ ಆರೋಗ್ಯ ತಪಾಸಣೆ ಅತ್ಯಂತ ಅಗತ್ಯವಾಗಿದೆ ಎಂದು ಹೇಳಿದರು. ಮೈಸೂರಿನ ನಂದನ ಕುಮಾರ್ಸ್ ಮಲ್ಟಿ ಸ್ಪೆಷಾಲಿಟಿ ಆಸ್ಪತ್ರೆಯು ಜನರಿಗೆ ಉತ್ತಮ ವೈದ್ಯಕೀಯ ಸೇವೆ ನೀಡುತ್ತಿದ್ದು, ಬಡವರಿಗೆ ಹಾಗೂ ಅಗತ್ಯವುಳ್ಳವರಿಗೆ ಸೇವೆ ಸಲ್ಲಿಸುತ್ತಿರುವುದು ಸಂತಸದ ಸಂಗತಿ. ಆಸ್ಪತ್ರೆ ಅಧ್ಯಕ್ಷ ಕೆ.ಪಿ. ಕುಮಾರ್ ಅವರು ಮಾತನಾಡಿ ಸಮಾಜ ಸೇವೆ ಮಾಡುವ ಉದ್ದೇಶದಿಂದ ನಾವು ಕೈಜೋಡಿಸಿ, ದೇವಾಲಯದ ಆವರಣದಲ್ಲಿ ಉಚಿತ ಆರೋಗ್ಯ ತಪಾಸಣೆ ಶಿಬಿರ ಆಯೋಜಿಸಲಾಗಿದೆ. ಶಿಬಿರದಲ್ಲಿ ರಕ್ತದೊತ್ತಡ, ಮಧುಮೇಹ, ಕಣ್ಣು ತಪಾಸಣೆ, ಇಸಿಜಿ ಸೇರಿದಂತೆ ವಿವಿಧ ತಪಾಸಣೆಗಳನ್ನು ನಡೆಸಲಾಯಿತು. ನಂದನ ಕುಮಾರ್ಸ್ ಮಲ್ಟಿಸ್ಪೆಷಾಲಿಟಿ ಆಸ್ಪತ್ರೆಯ ಡಾ.ಅಜಯ್, ಡಾ.ಮಹೇಶ್, ಡಾ.ಎಸ್.ಕುಮಾರ್ ಮಾತನಾಡಿ, ಶ್ರೀ ಭಾಷ್ಯಂ ಸ್ವಾಮೀಜಿ ಉಪಸ್ಥಿತರಿದ್ದರು. [262, 529, 465, 798]
buddha-col-2 [697, 640, 937, 945]
dasara-photo [44, 990, 415, 1201]
event-item: ● ಹಸ್ತಶಿಲ್ಪ: ಕರಕುಶಲ ವಸ್ತುಗಳ ಪ್ರದರ್ಶನ ಮತ್ತು ಮಾರಾಟ, ಸ್ಥಳ: ಸ್ಕೌಟ್ಸ್ ಮತ್ತು ಗೈಡ್ಸ್ ಭವನ, ಬೆಳಿಗ್ಗೆ 10.30. [493, 1806, 900, 1819]
health-bullet-1: ● ಶ್ರೀ ಯೋಗಾನರಸಿಂಹಸ್ವಾಮಿ ದೇವಸ್ಥಾನ ಸಂಸ್ಥಾಪಕ, ನಾಡೋಜ ಡಾ.ಶ್ರೀ ಭಾಷ್ಯಂ ಸ್ವಾಮೀಜಿ [44, 229, 405, 244]
page-number-box [44, 81, 145, 122]
roadwork-story [44, 1302, 480, 1709]
obit-nagamma-headline-2: ಸಹೋದರಿ ಎಸ್.ಎ.ನಾಗಮ್ಮ ವಿಧಿವಶ [122, 1871, 401, 1899]
cyan-dot [727, 2346, 737, 2356]
radio-title-bar [988, 1338, 1228, 1363]
panchanga-line-1: 15.05.2022 ಭಾನುವಾರ, ಮಳೆ ನಕ್ಷತ್ರ : ಕೃತಿಕ 11.05.2022 ರಿಂದ 24.05.2022 [559, 1612, 914, 1625]
event-item: ● ಶ್ರೀರಾಮಕೃಷ್ಣ ಆಶ್ರಮ: ಸ್ವಾಮಿ ಮುಕ್ತಿದಾನಂದರಿಂದ ಉಪನ್ಯಾಸ, ಸ್ಥಳ: ಆಶ್ರಮ ಸಭಾಂಗಣ, ಸಂಜೆ 6. [988, 1984, 1351, 1998]
portrait-image [379, 2131, 481, 2241]
uae-portrait-image [1119, 1032, 1250, 1156]
dasara-story [44, 896, 684, 1281]
bodhi-box-sign: -ಪೂಜ್ಯ ಆನಂದ ಭಿಕ್ಕು ಭಂತೇಜಿ [1127, 897, 1249, 912]
health-col-2 [262, 527, 465, 884]
roadwork-photo-caption: ಚಾಮರಾಜ ಕ್ಷೇತ್ರ ವಾರ್ಡ್ ನಂ.22ರ ಮೈಸೂರು ನಾರಾಯಣಸ್ವಾಮಿ ಬ್ಲಾಕ್ ಪಾರ್ಕ್ ಹೌಸ್ ಆವರಣದಲ್ಲಿ 18 ಲಕ್ಷ ರೂ. ವೆಚ್ಚದ ಡಾಂಬರೀಕರಣ ಕಾಮಗಾರಿಗೆ ಶಾಸಕ ಎಲ್.ನಾಗೇಂದ್ರ ಚಾಲನೆ ನೀಡಿದರು. ಈ ವೇಳೆ ಪಾಲಿಕೆ ಸದಸ್ಯರಾದ ಶ್ರೀಮತಿ ಸಮ್ಮಾನ ರವೀಶ್, ಚಿಕ್ಕವೆಂಕಟು, ಮೈಸೂರು ಕೋ ಆಪರೇಟಿವ್ ಬ್ಯಾಂಕ್ ನಿರ್ದೇಶಕ ಹಾಗೂ ಬಿಜೆಪಿ ಮುಖಂಡರಾದ ರವೀಶ್, ಗೋವಿಂದು, ಮಹೇಶ್, ಮಹಾ ಮೋರ್ಚಾ ಸದಸ್ಯರು ಮತ್ತಿತರರು ಉಪಸ್ಥಿತರಿದ್ದರು. [44, 1549, 480, 1610]
event-item: ● ಹಾಲಿನ ಸಾಮೂಹಿಕ ಮಕ್ಕಳಿಗೆ ಆರೋಗ್ಯ ಶಿಬಿರ : ಉದ್ಘಾಟನೆ: ಜಿಲ್ಲಾ ವೈದ್ಯಾಧಿಕಾರಿ, ಸ್ಥಳ: ಜೆಎಸ್‌ಎಸ್ ಆಸ್ಪತ್ರೆ ಆವರಣ, ಬೆಳಿಗ್ಗೆ 10. [493, 1711, 969, 1724]
health-headline-1: ರೋಗ-ರುಜಿನ ಹೆಚ್ಚಳ ಕಾರಣ ಸೂಕ್ತ [156, 132, 571, 175]
panchanga-title-bar [493, 1585, 980, 1610]
event-item: ● ಶ್ರೀ ಕೃಷ್ಣ ಸೇವಾ ಸಮಿತಿ ಚಾರಿಟಬಲ್ ಟ್ರಸ್ಟ್: ಬೃಹತ್ ಉಚಿತ ಆರೋಗ್ಯ ತಪಾಸಣಾ ಶಿಬಿರ, ಸ್ಥಳ: ಶ್ರೀ ಕೃಷ್ಣಧಾಮ, ಕೃಷ್ಣಮೂರ್ತಿಪುರಂ, ಬೆಳಿಗ್ಗೆ 9.30. [493, 1674, 980, 1704]
obit-sharada-body: ಮೈಸೂರು, ಮೇ 14- ಪಿರಿಯಾಪಟ್ಟಣ ತಾಲೂಕಿನ ಚಿಂದೇನಹಳ್ಳಿ ಗ್ರಾಮದ ನಿವಾಸಿ ದಿ.ಚೆನ್ನಪ್ಪ ಅವರ ಪತ್ನಿ ಶ್ರೀಮತಿ ಶಾರದಾ(83) ಶನಿವಾರ ನಿಧನರಾದರು. ಮೃತರು ಪುತ್ರ ಡಾ.ಪಿ.ಸಿ.ಶ್ರೀನಿವಾಸ್, ಪುತ್ರಿಯರು ಹಾಗೂ ಅಪಾರ ಬಂಧು-ಬಳಗವನ್ನು ಅಗಲಿದ್ದಾರೆ. ಅಂತ್ಯಕ್ರಿಯೆ ನಾಳೆ(ಮೇ 15) ಮಧ್ಯಾಹ್ನ 3 ಗಂಟೆಗೆ ಸ್ವಗ್ರಾಮದಲ್ಲಿ ನೆರವೇರಲಿದೆ. [44, 2132, 364, 2196]
panchanga-box [493, 1585, 980, 1667]
page-column-divider [689, 131, 691, 887]
panchanga-title: ಇಂದಿನ ಪಂಚಾಂಗ [687, 1588, 787, 1608]
event-item: ● ಸುರಭಿ ಚೇತನ ಫೌಂಡೇಷನ್, ಶ್ರೀ ಬಸವೇಶ್ವರ ಸಾಂಸ್ಕೃತಿಕ ಪ್ರತಿಷ್ಠಾನ : ಬಸವ ಜಯಂತಿ ಪ್ರಯುಕ್ತ ವಚನ ಗಾಯನ ಸ್ಪರ್ಧೆ, ಸ್ಥಳ: ಜೆಎಸ್‌ಎಸ್ ಸಭಾಂಗಣ, ಬೆಳಿಗ್ಗೆ 10.30. [493, 1732, 980, 1761]
paper-name: ಮೈಸೂರು ಮಿತ್ರ [862, 84, 971, 110]
